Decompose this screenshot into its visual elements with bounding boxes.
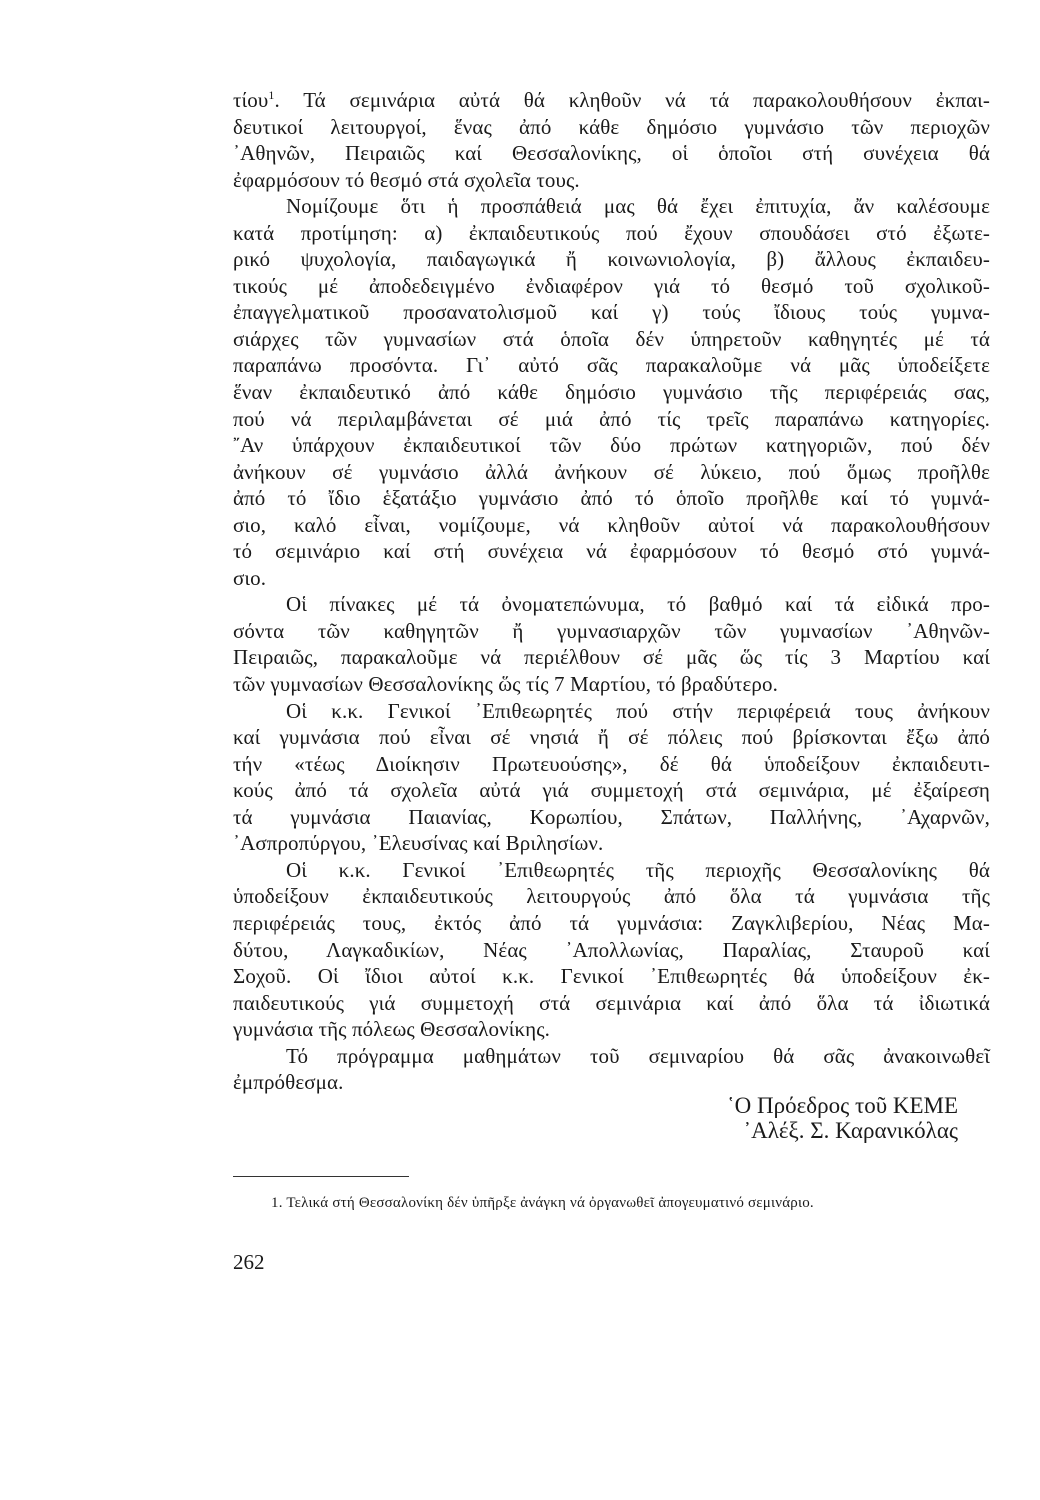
text-line — [233, 1016, 990, 1043]
text-line — [233, 140, 990, 167]
text-line — [233, 406, 990, 433]
text-line-content: τήν «τέως Διοίκησιν Πρωτευούσης», δέ θά ὑποδείξουν ἐκπαιδευτι- — [233, 751, 990, 776]
text-line — [233, 724, 990, 751]
text-line — [233, 618, 990, 645]
text-line — [233, 910, 990, 937]
text-line-content: ἀνήκουν σέ γυμνάσιο ἀλλά ἀνήκουν σέ λύκειο, πού ὅμως προῆλθε — [233, 459, 990, 484]
text-line — [233, 432, 990, 459]
signature-title: ῾Ο Πρόεδρος τοῦ ΚΕΜΕ — [727, 1093, 958, 1118]
text-line — [233, 591, 990, 618]
text-line-content: ῎Αν ὑπάρχουν ἐκπαιδευτικοί τῶν δύο πρώτων κατηγοριῶν, πού δέν — [233, 433, 990, 458]
text-line-content: Πειραιῶς, παρακαλοῦμε νά περιέλθουν σέ μᾶς ὥς τίς 3 Μαρτίου καί — [233, 645, 990, 670]
text-line — [233, 538, 990, 565]
text-line — [233, 459, 990, 486]
signature-block — [727, 1093, 958, 1143]
text-line-content: σιάρχες τῶν γυμνασίων στά ὁποῖα δέν ὑπηρετοῦν καθηγητές μέ τά — [233, 326, 990, 351]
text-line-content: τό σεμινάριο καί στή συνέχεια νά ἐφαρμόσουν τό θεσμό στό γυμνά- — [233, 539, 990, 564]
text-line-content: Οἱ πίνακες μέ τά ὀνοματεπώνυμα, τό βαθμό καί τά εἰδικά προ- — [286, 592, 990, 617]
text-line — [233, 883, 990, 910]
text-line-content: ρικό ψυχολογία, παιδαγωγικά ἤ κοινωνιολογία, β) ἄλλους ἐκπαιδευ- — [233, 247, 990, 272]
text-line — [233, 512, 990, 539]
text-line — [233, 193, 990, 220]
text-line-content: ἐμπρόθεσμα. — [233, 1070, 344, 1095]
text-line — [233, 671, 990, 698]
text-line-content: γυμνάσια τῆς πόλεως Θεσσαλονίκης. — [233, 1017, 551, 1042]
text-line-content: ἀπό τό ἴδιο ἑξατάξιο γυμνάσιο ἀπό τό ὁποῖο προῆλθε καί τό γυμνά- — [233, 486, 990, 511]
text-line-content: πού νά περιλαμβάνεται σέ μιά ἀπό τίς τρεῖς παραπάνω κατηγορίες. — [233, 406, 990, 431]
text-line-content: Οἱ κ.κ. Γενικοί ᾿Επιθεωρητές πού στήν περιφέρειά τους ἀνήκουν — [286, 698, 990, 723]
text-line — [233, 379, 990, 406]
text-line-content: κούς ἀπό τά σχολεῖα αὐτά γιά συμμετοχή στά σεμινάρια, μέ ἐξαίρεση — [233, 778, 990, 803]
text-line-content: σιο, καλό εἶναι, νομίζουμε, νά κληθοῦν αὐτοί νά παρακολουθήσουν — [233, 512, 990, 537]
text-line-content: κατά προτίμηση: α) ἐκπαιδευτικούς πού ἔχουν σπουδάσει στό ἐξωτε- — [233, 220, 990, 245]
text-line — [233, 246, 990, 273]
text-line — [233, 751, 990, 778]
text-line-content: καί γυμνάσια πού εἶναι σέ νησιά ἤ σέ πόλεις πού βρίσκονται ἔξω ἀπό — [233, 725, 990, 750]
text-line-content: . Τά σεμινάρια αὐτά θά κληθοῦν νά τά παρακολουθήσουν ἐκπαι- — [274, 88, 990, 112]
text-line — [233, 1043, 990, 1070]
text-line-content: Τό πρόγραμμα μαθημάτων τοῦ σεμιναρίου θά σᾶς ἀνακοινωθεῖ — [286, 1043, 990, 1068]
text-line — [233, 352, 990, 379]
text-line — [233, 326, 990, 353]
text-line — [233, 937, 990, 964]
text-line-content: ἐφαρμόσουν τό θεσμό στά σχολεῖα τους. — [233, 167, 580, 192]
text-line — [233, 167, 990, 194]
text-line-content: ὑποδείξουν ἐκπαιδευτικούς λειτουργούς ἀπό ὅλα τά γυμνάσια τῆς — [233, 884, 990, 909]
text-line-content: τίου — [233, 88, 269, 112]
text-line-content: Σοχοῦ. Οἱ ἴδιοι αὐτοί κ.κ. Γενικοί ᾿Επιθεωρητές θά ὑποδείξουν ἐκ- — [233, 964, 990, 989]
text-line — [233, 857, 990, 884]
footnote-reference: 1 — [268, 88, 275, 102]
signature-name: ᾿Αλέξ. Σ. Καρανικόλας — [743, 1118, 958, 1143]
footnote-divider — [233, 1176, 409, 1177]
text-line-content: σόντα τῶν καθηγητῶν ἤ γυμνασιαρχῶν τῶν γυμνασίων ᾿Αθηνῶν- — [233, 618, 990, 643]
text-line — [233, 698, 990, 725]
text-line — [233, 644, 990, 671]
text-line-content: δύτου, Λαγκαδικίων, Νέας ᾿Απολλωνίας, Παραλίας, Σταυροῦ καί — [233, 937, 990, 962]
text-line-content: Νομίζουμε ὅτι ἡ προσπάθειά μας θά ἔχει ἐπιτυχία, ἄν καλέσουμε — [286, 194, 990, 219]
text-line-content: σιο. — [233, 565, 267, 590]
text-line — [233, 804, 990, 831]
text-line — [233, 87, 990, 114]
text-line-content: τά γυμνάσια Παιανίας, Κορωπίου, Σπάτων, Παλλήνης, ᾿Αχαρνῶν, — [233, 804, 990, 829]
text-line — [233, 220, 990, 247]
footnote: 1. Τελικά στή Θεσσαλονίκη δέν ὑπῆρξε ἀνάγκη νά ὀργανωθεῖ ἀπογευματινό σεμινάριο. — [271, 1195, 814, 1211]
body-text — [233, 87, 990, 1096]
text-line-content: περιφέρειάς τους, ἐκτός ἀπό τά γυμνάσια: Ζαγκλιβερίου, Νέας Μα- — [233, 910, 990, 935]
text-line — [233, 830, 990, 857]
text-line — [233, 963, 990, 990]
text-line-content: ἕναν ἐκπαιδευτικό ἀπό κάθε δημόσιο γυμνάσιο τῆς περιφέρειάς σας, — [233, 380, 990, 405]
text-line — [233, 777, 990, 804]
text-line-content: ᾿Ασπροπύργου, ᾿Ελευσίνας καί Βριλησίων. — [233, 831, 604, 856]
text-line — [233, 299, 990, 326]
text-line-content: παιδευτικούς γιά συμμετοχή στά σεμινάρια καί ἀπό ὅλα τά ἰδιωτικά — [233, 990, 990, 1015]
text-line-content: παραπάνω προσόντα. Γι᾿ αὐτό σᾶς παρακαλοῦμε νά μᾶς ὑποδείξετε — [233, 353, 990, 378]
text-line — [233, 114, 990, 141]
text-line — [233, 565, 990, 592]
text-line-content: τικούς μέ ἀποδεδειγμένο ἐνδιαφέρον γιά τό θεσμό τοῦ σχολικοῦ- — [233, 273, 990, 298]
text-line-content: δευτικοί λειτουργοί, ἕνας ἀπό κάθε δημόσιο γυμνάσιο τῶν περιοχῶν — [233, 114, 990, 139]
text-line-content: τῶν γυμνασίων Θεσσαλονίκης ὥς τίς 7 Μαρτίου, τό βραδύτερο. — [233, 672, 778, 697]
text-line-content: ἐπαγγελματικοῦ προσανατολισμοῦ καί γ) τούς ἴδιους τούς γυμνα- — [233, 300, 990, 325]
text-line-content: Οἱ κ.κ. Γενικοί ᾿Επιθεωρητές τῆς περιοχῆς Θεσσαλονίκης θά — [286, 857, 990, 882]
text-line — [233, 1069, 990, 1096]
text-line — [233, 273, 990, 300]
page-number: 262 — [233, 1250, 265, 1274]
text-line — [233, 990, 990, 1017]
text-line-content: ᾿Αθηνῶν, Πειραιῶς καί Θεσσαλονίκης, οἱ ὁποῖοι στή συνέχεια θά — [233, 141, 990, 166]
text-line — [233, 485, 990, 512]
